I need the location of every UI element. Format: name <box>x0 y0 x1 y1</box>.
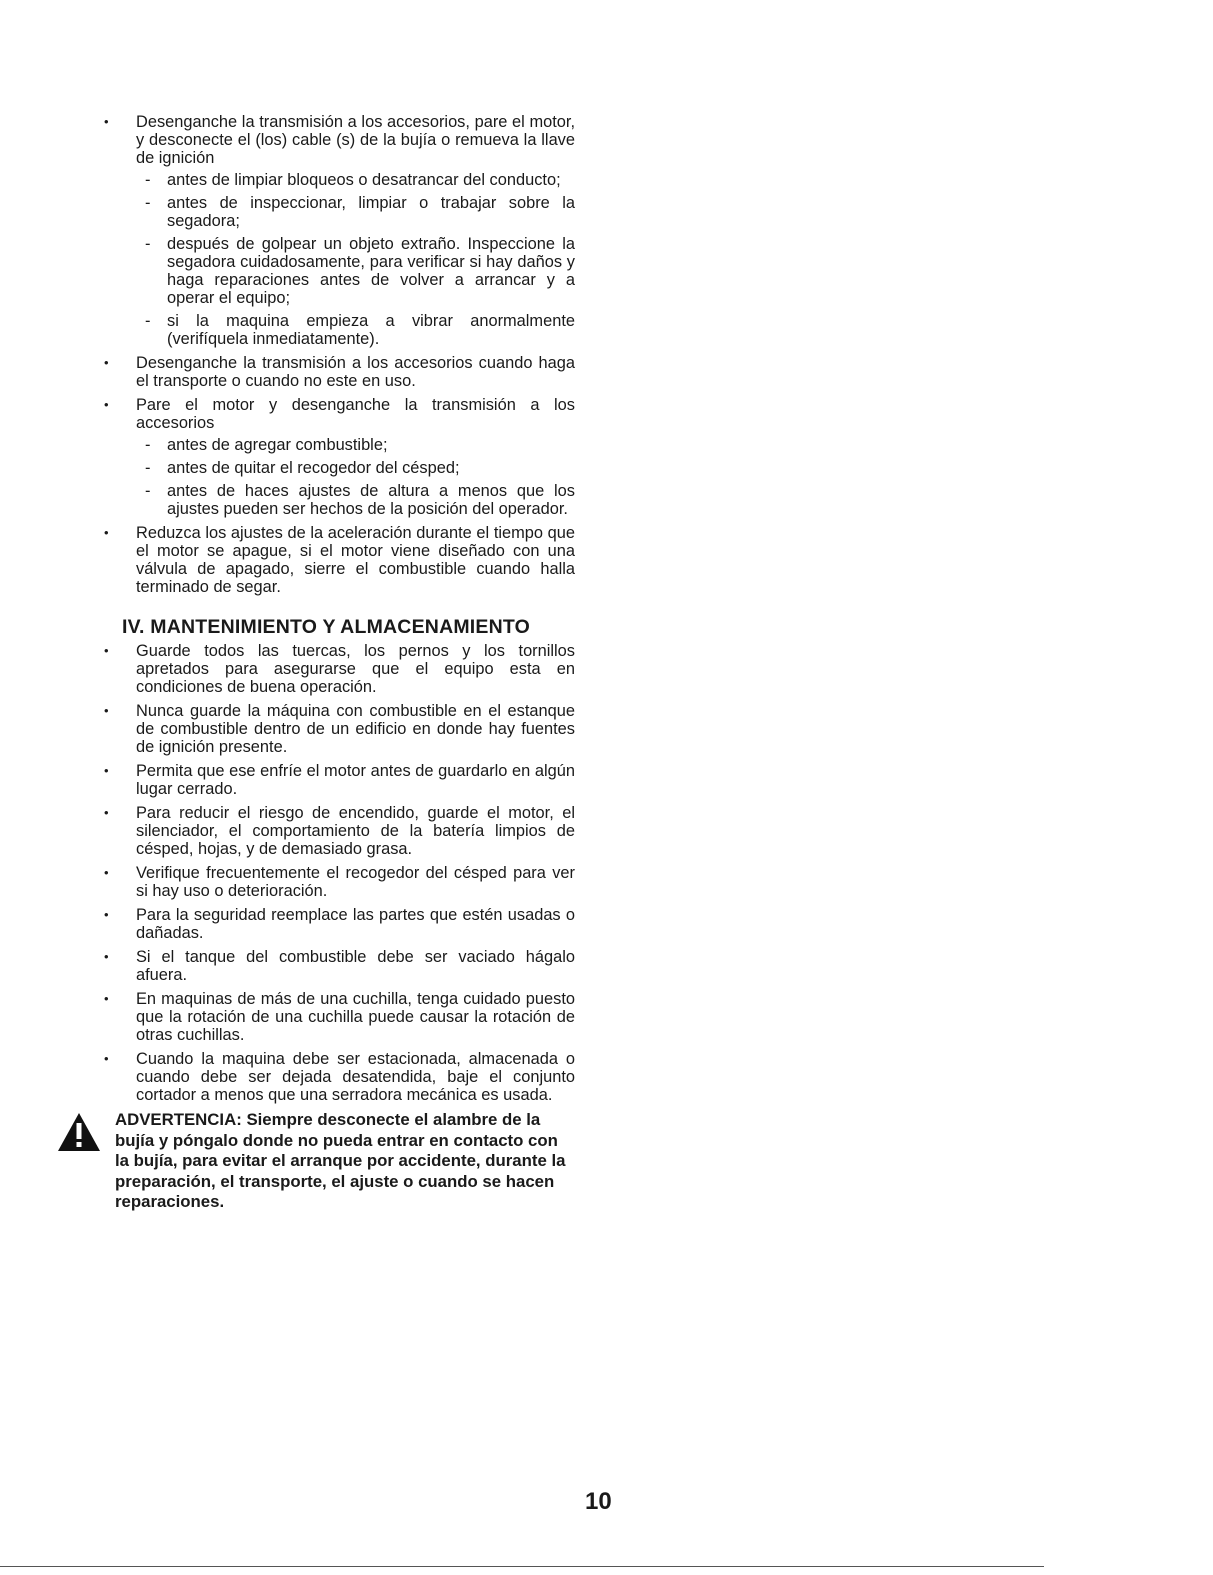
sub-list-item: - antes de haces ajustes de altura a menos que los ajustes pueden ser hechos de la posición del operador. <box>136 482 575 518</box>
sub-list-item: - antes de quitar el recogedor del césped; <box>136 459 575 477</box>
maintenance-list <box>97 642 575 1104</box>
list-item: • Verifique frecuentemente el recogedor del césped para ver si hay uso o deterioración. <box>97 864 575 900</box>
list-item: • Cuando la maquina debe ser estacionada, almacenada o cuando debe ser dejada desatendida, baje el conjunto cortador a menos que una serradora mecánica es usada. <box>97 1050 575 1104</box>
sub-list <box>136 171 575 348</box>
item-text: Desenganche la transmisión a los accesorios, pare el motor, y desconecte el (los) cable (s) de la bujía o remueva la llave de ignición <box>136 113 575 167</box>
warning-block <box>97 1110 575 1213</box>
bottom-rule <box>0 1566 1044 1567</box>
list-item: • En maquinas de más de una cuchilla, tenga cuidado puesto que la rotación de una cuchilla puede causar la rotación de otras cuchillas. <box>97 990 575 1044</box>
sub-list-item: - antes de limpiar bloqueos o desatrancar del conducto; <box>136 171 575 189</box>
item-text: Reduzca los ajustes de la aceleración durante el tiempo que el motor se apague, si el motor viene diseñado con una válvula de apagado, sierre el combustible cuando halla terminado de segar. <box>136 524 575 596</box>
item-text: Pare el motor y desenganche la transmisión a los accesorios <box>136 396 575 432</box>
sub-list-item: - después de golpear un objeto extraño. Inspeccione la segadora cuidadosamente, para verificar si hay daños y haga reparaciones antes de volver a arrancar y a operar el equipo; <box>136 235 575 307</box>
operation-list <box>97 113 575 596</box>
item-text: Desenganche la transmisión a los accesorios cuando haga el transporte o cuando no este en uso. <box>136 354 575 390</box>
sub-list-item: - antes de inspeccionar, limpiar o trabajar sobre la segadora; <box>136 194 575 230</box>
section-heading: IV. MANTENIMIENTO Y ALMACENAMIENTO <box>122 616 531 638</box>
list-item: • Permita que ese enfríe el motor antes de guardarlo en algún lugar cerrado. <box>97 762 575 798</box>
list-item <box>97 113 575 348</box>
sub-list <box>136 436 575 518</box>
sub-list-item: - si la maquina empieza a vibrar anormalmente (verifíquela inmediatamente). <box>136 312 575 348</box>
list-item: • Para reducir el riesgo de encendido, guarde el motor, el silenciador, el comportamiento de la batería limpios de césped, hojas, y de demasiado grasa. <box>97 804 575 858</box>
warning-text: ADVERTENCIA: Siempre desconecte el alambre de la bujía y póngalo donde no pueda entrar en contacto con la bujía, para evitar el arranque por accidente, durante la preparación, el transporte, el ajuste o cuando se hacen reparaciones. <box>115 1110 566 1211</box>
page-number: 10 <box>585 1488 612 1515</box>
list-item: • Para la seguridad reemplace las partes que estén usadas o dañadas. <box>97 906 575 942</box>
warning-triangle-icon <box>57 1112 101 1152</box>
list-item: • Si el tanque del combustible debe ser vaciado hágalo afuera. <box>97 948 575 984</box>
list-item <box>97 354 575 390</box>
page-body <box>97 113 575 1213</box>
list-item <box>97 396 575 518</box>
list-item: • Nunca guarde la máquina con combustible en el estanque de combustible dentro de un edificio en donde hay fuentes de ignición presente. <box>97 702 575 756</box>
sub-list-item: - antes de agregar combustible; <box>136 436 575 454</box>
list-item: • Guarde todos las tuercas, los pernos y los tornillos apretados para asegurarse que el equipo esta en condiciones de buena operación. <box>97 642 575 696</box>
list-item <box>97 524 575 596</box>
